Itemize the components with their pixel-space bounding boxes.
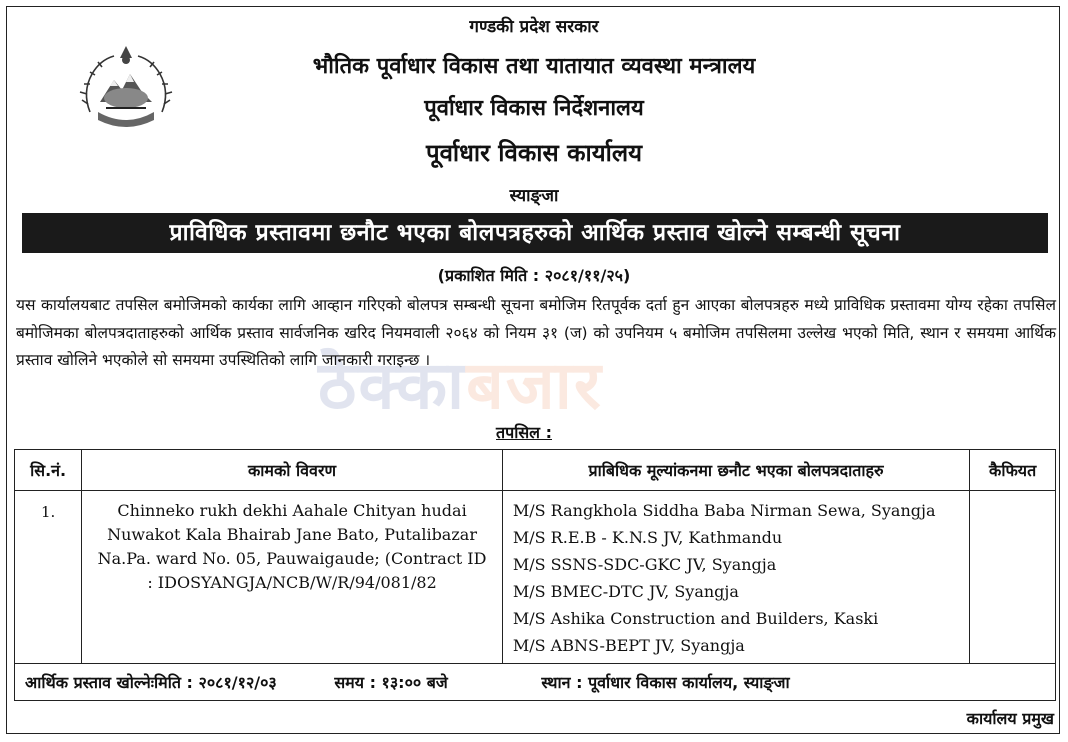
row-remarks — [970, 491, 1056, 664]
bidder-item: M/S Ashika Construction and Builders, Kaski — [512, 609, 879, 628]
row-bidders — [502, 491, 969, 664]
row-description: Chinneko rukh dekhi Aahale Chityan hudai Nuwakot Kala Bhairab Jane Bato, Putalibazar Na.Pa. ward No. 05, Pauwaigaude; (Contract ID : IDOSYANGJA/NCB/W/R/94/081/82 — [82, 491, 503, 664]
header-remarks: कैफियत — [970, 450, 1056, 491]
bidder-item: M/S SSNS-SDC-GKC JV, Syangja — [512, 555, 777, 574]
table-header-row — [15, 450, 1056, 491]
notice-title-banner: प्राविधिक प्रस्तावमा छनौट भएका बोलपत्रहरुको आर्थिक प्रस्ताव खोल्ने सम्बन्धी सूचना — [22, 213, 1048, 253]
bidder-item: M/S ABNS-BEPT JV, Syangja — [512, 636, 745, 655]
bidders-table — [14, 449, 1056, 701]
opening-time: समय : १३:०० बजे — [334, 673, 448, 692]
watermark-part-1: ठेक्का — [318, 347, 467, 424]
signatory: कार्यालय प्रमुख — [966, 709, 1054, 728]
header-bidders: प्राबिधिक मूल्यांकनमा छनौट भएका बोलपत्रदाताहरु — [502, 450, 969, 491]
watermark-part-2: बजार — [466, 347, 603, 424]
opening-date: आर्थिक प्रस्ताव खोल्नेःमिति : २०८१/१२/०३ — [25, 673, 277, 692]
government-name: गण्डकी प्रदेश सरकार — [469, 17, 599, 37]
header-work: कामको विवरण — [82, 450, 503, 491]
tapsil-heading: तपसिल : — [496, 423, 552, 442]
bidder-item: M/S Rangkhola Siddha Baba Nirman Sewa, Syangja — [512, 501, 936, 520]
bidder-item: M/S BMEC-DTC JV, Syangja — [512, 582, 739, 601]
directorate-name: पूर्वाधार विकास निर्देशनालय — [424, 96, 644, 121]
opening-details — [15, 664, 1056, 701]
ministry-name: भौतिक पूर्वाधार विकास तथा यातायात व्यवस्था मन्त्रालय — [312, 54, 756, 79]
table-footer-row — [15, 664, 1056, 701]
notice-body: यस कार्यालयबाट तपसिल बमोजिमको कार्यका लागि आव्हान गरिएको बोलपत्र सम्बन्धी सूचना बमोजिम रितपूर्वक दर्ता हुन आएका बोलपत्रहरु मध्ये प्राविधिक प्रस्तावमा योग्य रहेका तपसिल बमोजिमका बोलपत्रदाताहरुको आर्थिक प्रस्ताव सार्वजनिक खरिद नियमवाली २०६४ को नियम ३१ (ज) को उपनियम ५ बमोजिम तपसिलमा उल्लेख भएको मिति, स्थान र समयमा आर्थिक प्रस्ताव खोलिने भएकोले सो समयमा उपस्थितिको लागि जानकारी गराइन्छ । — [16, 296, 1056, 369]
table-row — [15, 491, 1056, 664]
row-sn: 1. — [15, 491, 82, 664]
office-name: पूर्वाधार विकास कार्यालय — [425, 139, 643, 167]
opening-place: स्थान : पूर्वाधार विकास कार्यालय, स्याङ्जा — [541, 673, 790, 692]
published-date: (प्रकाशित मिति : २०८१/११/२५) — [437, 266, 631, 285]
district-name: स्याङ्जा — [509, 186, 559, 206]
bidder-item: M/S R.E.B - K.N.S JV, Kathmandu — [512, 528, 783, 547]
header-sn: सि.नं. — [15, 450, 82, 491]
